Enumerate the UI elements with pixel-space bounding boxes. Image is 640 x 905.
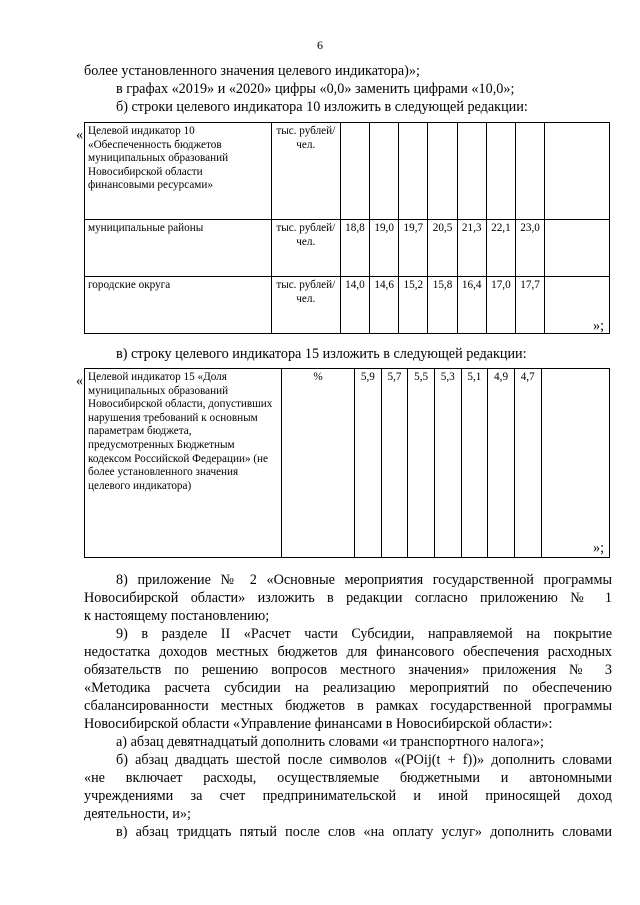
paragraph-line: к настоящему постановлению;: [84, 608, 270, 624]
table-row: [85, 220, 610, 277]
value-cell: 19,0: [370, 220, 399, 277]
paragraph-line: в) абзац тридцать пятый после слов «на оплату услуг» дополнить словами: [116, 824, 612, 840]
indicator-unit: тыс. рублей/ чел.: [271, 220, 340, 277]
paragraph-line: б) абзац двадцать шестой после символов «(POij(t + f))» дополнить словами: [116, 752, 612, 768]
indicator-unit: тыс. рублей/ чел.: [271, 123, 340, 220]
indicator-15-table: [84, 368, 610, 558]
paragraph-line: Новосибирской области» изложить в редакции согласно приложению № 1: [84, 590, 612, 606]
table-row: [85, 369, 610, 558]
page-number: 6: [317, 38, 323, 52]
indicator-name: муниципальные районы: [85, 220, 272, 277]
paragraph-line: деятельности, и»;: [84, 806, 191, 822]
value-cell: 4,7: [514, 369, 541, 558]
open-quote: «: [76, 373, 84, 389]
text-line: в графах «2019» и «2020» цифры «0,0» заменить цифрами «10,0»;: [116, 81, 515, 97]
value-cell: [428, 123, 457, 220]
paragraph-line: Новосибирской области «Управление финансами в Новосибирской области»:: [84, 716, 553, 732]
value-cell: 15,2: [399, 277, 428, 334]
value-cell: [399, 123, 428, 220]
empty-cell: [541, 369, 610, 558]
value-cell: 5,7: [381, 369, 408, 558]
paragraph-line: а) абзац девятнадцатый дополнить словами «и транспортного налога»;: [116, 734, 544, 750]
value-cell: [370, 123, 399, 220]
indicator-unit: тыс. рублей/ чел.: [271, 277, 340, 334]
indicator-name: Целевой индикатор 15 «Доля муниципальных образований Новосибирской области, допустивших нарушения требований к основным параметрам бюджета, предусмотренных Бюджетным кодексом Российской Федерации» (не более установленного значения целевого индикатора): [85, 369, 282, 558]
paragraph-line: обязательств по решению вопросов местного значения» приложения № 3: [84, 662, 612, 678]
paragraph-line: 9) в разделе II «Расчет части Субсидии, направляемой на покрытие: [116, 626, 612, 642]
value-cell: [340, 123, 369, 220]
text-line: в) строку целевого индикатора 15 изложить в следующей редакции:: [116, 346, 527, 362]
paragraph-line: недостатка доходов местных бюджетов для финансового обеспечения расходных: [84, 644, 612, 660]
value-cell: [486, 123, 515, 220]
close-quote: »;: [593, 318, 605, 334]
value-cell: 18,8: [340, 220, 369, 277]
value-cell: 5,1: [461, 369, 488, 558]
empty-cell: [545, 220, 610, 277]
value-cell: 14,6: [370, 277, 399, 334]
indicator-name: Целевой индикатор 10 «Обеспеченность бюджетов муниципальных образований Новосибирской области финансовыми ресурсами»: [85, 123, 272, 220]
value-cell: 21,3: [457, 220, 486, 277]
text-line: более установленного значения целевого индикатора)»;: [84, 63, 420, 79]
value-cell: 17,7: [516, 277, 545, 334]
value-cell: 20,5: [428, 220, 457, 277]
indicator-name: городские округа: [85, 277, 272, 334]
paragraph-line: «Методика расчета субсидии на реализацию мероприятий по обеспечению: [84, 680, 612, 696]
value-cell: 5,9: [355, 369, 382, 558]
value-cell: [516, 123, 545, 220]
empty-cell: [545, 123, 610, 220]
value-cell: 17,0: [486, 277, 515, 334]
paragraph-line: сбалансированности местных бюджетов в рамках государственной программы: [84, 698, 612, 714]
value-cell: 5,5: [408, 369, 435, 558]
table-row: [85, 277, 610, 334]
table-row: [85, 123, 610, 220]
value-cell: 19,7: [399, 220, 428, 277]
paragraph-line: 8) приложение № 2 «Основные мероприятия государственной программы: [116, 572, 612, 588]
value-cell: 16,4: [457, 277, 486, 334]
value-cell: 4,9: [488, 369, 515, 558]
value-cell: 23,0: [516, 220, 545, 277]
open-quote: «: [76, 127, 84, 143]
close-quote: »;: [593, 540, 605, 556]
value-cell: 15,8: [428, 277, 457, 334]
indicator-unit: %: [282, 369, 355, 558]
value-cell: [457, 123, 486, 220]
paragraph-line: «не включает расходы, осуществляемые бюджетными и автономными: [84, 770, 612, 786]
indicator-10-table: [84, 122, 610, 334]
value-cell: 22,1: [486, 220, 515, 277]
value-cell: 14,0: [340, 277, 369, 334]
text-line: б) строки целевого индикатора 10 изложить в следующей редакции:: [116, 99, 528, 115]
paragraph-line: учреждениями за счет предпринимательской и иной приносящей доход: [84, 788, 612, 804]
value-cell: 5,3: [434, 369, 461, 558]
